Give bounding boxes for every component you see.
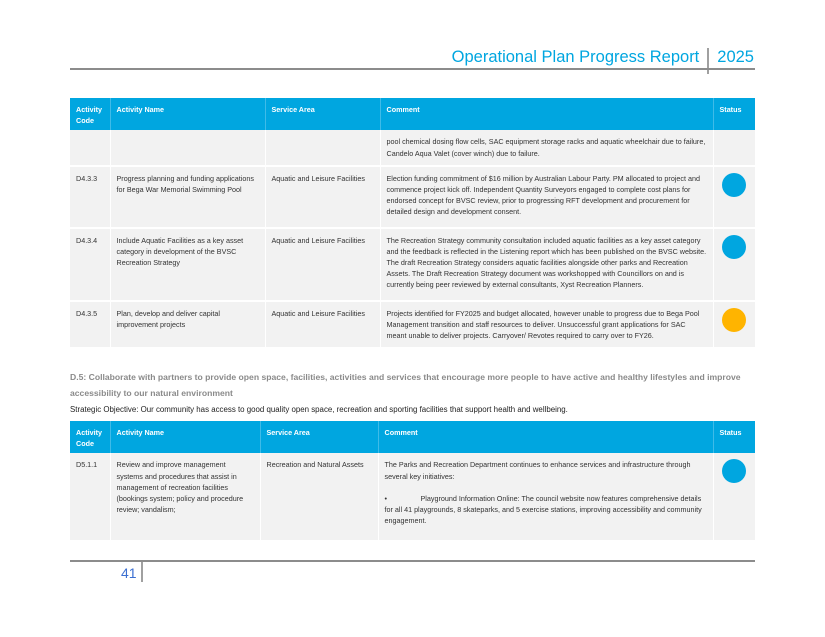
col-comment: Comment bbox=[378, 421, 713, 453]
col-activity-code: Activity Code bbox=[70, 98, 110, 130]
footer-rule bbox=[70, 560, 755, 562]
cell-service: Aquatic and Leisure Facilities bbox=[265, 166, 380, 228]
section-heading-d5: D.5: Collaborate with partners to provide open space, facilities, activities and services that encourage more people to have active and healthy lifestyles and improve accessibility to our natural environment bbox=[70, 372, 741, 398]
footer-divider bbox=[141, 562, 143, 582]
header-divider bbox=[707, 48, 709, 74]
comment-spacer bbox=[385, 482, 707, 493]
col-status: Status bbox=[713, 98, 755, 130]
cell-status bbox=[713, 130, 755, 165]
cell-service: Aquatic and Leisure Facilities bbox=[265, 228, 380, 301]
col-activity-name: Activity Name bbox=[110, 98, 265, 130]
cell-code: D4.3.3 bbox=[70, 166, 110, 228]
cell-status bbox=[713, 301, 755, 348]
cell-service: Recreation and Natural Assets bbox=[260, 453, 378, 540]
cell-service bbox=[265, 130, 380, 165]
cell-comment: Projects identified for FY2025 and budget allocated, however unable to progress due to Bega Pool Management transition and staff resources to deliver. Unsuccessful grant applications for SAC meant unable to deliver projects. Carryover/ Revotes required to carry over to FY26. bbox=[380, 301, 713, 348]
col-comment: Comment bbox=[380, 98, 713, 130]
comment-intro: The Parks and Recreation Department continues to enhance services and infrastructure through several key initiatives: bbox=[384, 460, 691, 481]
status-indicator-on-track bbox=[722, 173, 746, 197]
col-activity-code: Activity Code bbox=[70, 421, 110, 453]
report-year: 2025 bbox=[717, 47, 754, 66]
col-service-area: Service Area bbox=[260, 421, 378, 453]
cell-name: Include Aquatic Facilities as a key asset category in development of the BVSC Recreation Strategy bbox=[110, 228, 265, 301]
cell-status bbox=[713, 228, 755, 301]
header-rule bbox=[70, 68, 755, 70]
table-row bbox=[70, 453, 755, 540]
comment-bullet-text: Playground Information Online: The council website now features comprehensive details for all 41 playgrounds, 8 skateparks, and 5 exercise stations, improving accessibility and community engagement. bbox=[384, 493, 702, 526]
status-indicator-on-track bbox=[722, 235, 746, 259]
cell-code: D4.3.4 bbox=[70, 228, 110, 301]
cell-status bbox=[713, 166, 755, 228]
table-header-row bbox=[70, 421, 755, 453]
page-header bbox=[452, 44, 754, 70]
bullet-icon: • bbox=[384, 493, 388, 503]
activities-table-d5 bbox=[70, 421, 755, 540]
cell-comment bbox=[378, 453, 713, 540]
strategic-objective: Strategic Objective: Our community has access to good quality open space, recreation and sporting facilities that support health and wellbeing. bbox=[70, 405, 568, 414]
status-indicator-on-track bbox=[722, 459, 746, 483]
cell-name: Plan, develop and deliver capital improvement projects bbox=[110, 301, 265, 348]
cell-code bbox=[70, 130, 110, 165]
table-row bbox=[70, 166, 755, 228]
status-indicator-delayed bbox=[722, 308, 746, 332]
cell-name bbox=[110, 130, 265, 165]
cell-name: Review and improve management systems and procedures that assist in management of recreation facilities (bookings system; policy and procedure review; vandalism; bbox=[110, 453, 260, 540]
cell-status bbox=[713, 453, 755, 540]
cell-code: D4.3.5 bbox=[70, 301, 110, 348]
cell-comment: The Recreation Strategy community consultation included aquatic facilities as a key asset category and the feedback is reflected in the Listening report which has been published on the BVSC website. The draft Recreation Strategy considers aquatic facilities alongside other parks and Recreation Assets. The Draft Recreation Strategy document was workshopped with Councillors on and is currently being peer reviewed by external consultants, Xyst Recreation Planners. bbox=[380, 228, 713, 301]
activities-table-d4 bbox=[70, 98, 755, 347]
cell-name: Progress planning and funding applications for Bega War Memorial Swimming Pool bbox=[110, 166, 265, 228]
table-row bbox=[70, 301, 755, 348]
cell-service: Aquatic and Leisure Facilities bbox=[265, 301, 380, 348]
cell-code: D5.1.1 bbox=[70, 453, 110, 540]
cell-comment: pool chemical dosing flow cells, SAC equipment storage racks and aquatic wheelchair due to failure, Candelo Aqua Valet (cover winch) due to failure. bbox=[380, 130, 713, 165]
col-service-area: Service Area bbox=[265, 98, 380, 130]
report-title: Operational Plan Progress Report bbox=[451, 47, 700, 66]
table-row-continuation bbox=[70, 130, 755, 165]
table-row bbox=[70, 228, 755, 301]
cell-comment: Election funding commitment of $16 million by Australian Labour Party. PM allocated to project and commence project kick off. Independent Quantity Surveyors engaged to complete cost plans for endorsed concept for BVSC review, prior to progressing RFT development and procurement for detailed design and development consent. bbox=[380, 166, 713, 228]
page-number: 41 bbox=[121, 565, 137, 581]
comment-bullet-item bbox=[385, 493, 707, 527]
table-header-row bbox=[70, 98, 755, 130]
col-status: Status bbox=[713, 421, 755, 453]
col-activity-name: Activity Name bbox=[110, 421, 260, 453]
